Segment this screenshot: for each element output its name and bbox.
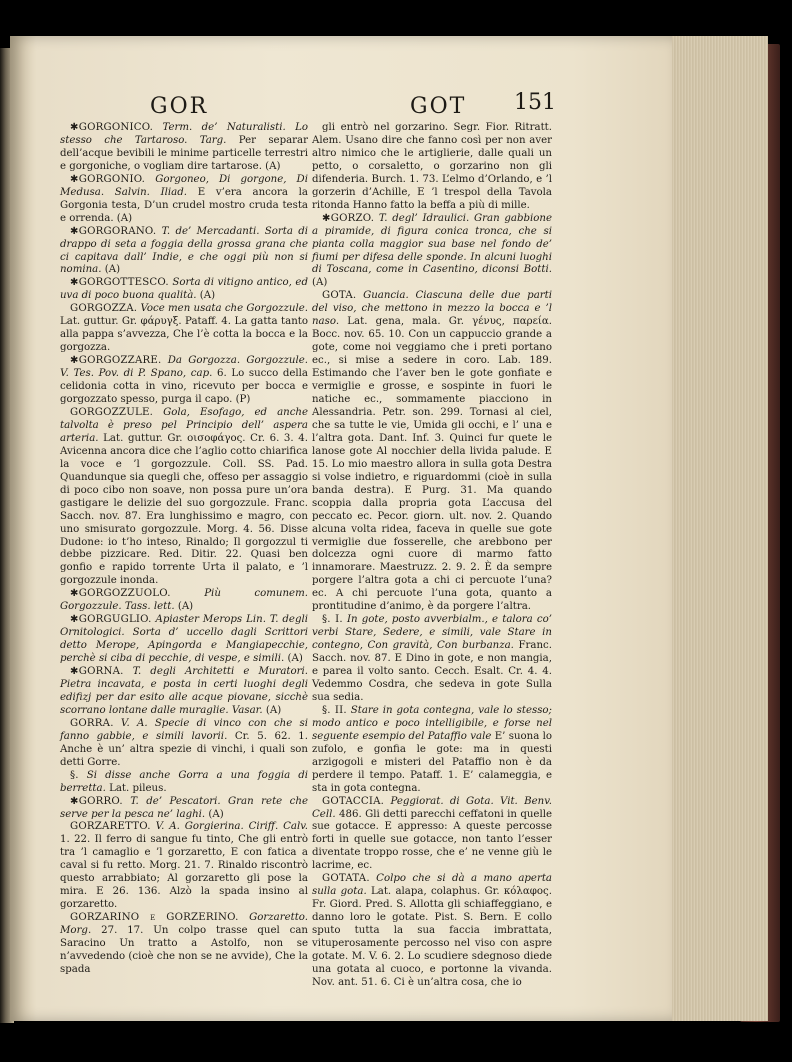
entry-headword: ✱GORGORANO. (70, 225, 157, 237)
entry-headword: GOTA. (322, 290, 357, 302)
dictionary-entry (60, 821, 308, 912)
running-head-right: GOT (410, 94, 467, 119)
entry-headword: GOTACCIA. (322, 795, 385, 807)
dictionary-entry (60, 614, 308, 666)
dictionary-entry (60, 355, 308, 407)
page-number: 151 (514, 90, 556, 115)
entry-body: E’ suona lo zufolo, e gonfia le gote: ma in questi arzigogoli e misteri del Pataffio non è da perdere il tempo. Pataff. 1. E’ calameggia, e sta in gota contegna. (312, 730, 552, 794)
entry-body: Franc. Sacch. nov. 87. E Dino in gote, e non mangia, e parea il volto santo. Cecch. Esalt. Cr. 4. 4. Vedemmo Cosdra, che sedeva in gote Sulla sua sedia. (312, 640, 552, 703)
entry-headword: GORZARETTO. (70, 821, 151, 833)
entry-definition: Sorta di vitigno antico, ed uva di poco buona qualità. (60, 277, 308, 302)
entry-body: 27. 17. Un colpo trasse quel can Saracino Un tratto a Astolfo, non se n’avvedendo (cioè che non se ne avvide), Che la spada (60, 925, 308, 975)
entry-definition: T. degli Architetti e Muratori. Pietra incavata, e posta in certi luoghi degli edifizj per dar esito alle acque piovane, sicchè scorrano lontane dalle muraglie. Vasar. (60, 666, 308, 716)
page-fore-edge (668, 36, 768, 1021)
right-column (312, 122, 552, 990)
entry-definition: T. degl’ Idraulici. Gran gabbione a piramide, di figura conica tronca, che si pianta colla maggior sua base nel fondo de’ fiumi per difesa delle sponde. In alcuni luoghi di Toscana, come in Casentino, diconsi Botti. (312, 212, 552, 276)
dictionary-entry (60, 226, 308, 278)
dictionary-entry (60, 277, 308, 303)
entry-body: 6. Lo succo della celidonia cotta in vino, ricevuto per bocca e gorgozzato spesso, purga il capo. (P) (60, 368, 308, 406)
running-head-left: GOR (150, 94, 209, 119)
entry-body: Cr. 5. 62. 1. Anche è un’ altra spezie di vinchi, i quali son detti Gorre. (60, 730, 309, 768)
entry-definition: Guancia. Ciascuna delle due parti del viso, che mettono in mezzo la bocca e ’l naso. (312, 290, 552, 328)
entry-headword: ✱GORGONIO. (70, 173, 146, 185)
dictionary-entry (312, 614, 552, 705)
dictionary-entry (60, 122, 308, 174)
entry-definition: Gola, Esofago, ed anche talvolta è preso pel Principio dell’ aspera arteria. (60, 406, 308, 444)
dictionary-entry (312, 290, 552, 614)
entry-headword: ✱GORGOZZUOLO. (70, 588, 171, 600)
entry-body: (A) (312, 277, 328, 289)
entry-body: Lat. guttur. Gr. οισοφάγος. Cr. 6. 3. 4. Avicenna ancora dice che l’aglio cotto chiarifica la voce e ’l gorgozzule. Coll. SS. Pad. Quandunque sia quegli che, offeso per assaggio di poco cibo non soave, non possa pure un’ora gastigare le delizie del suo gorgozzule. Franc. Sacch. nov. 87. Era lunghissimo e magro, con uno smisurato gorgozzule. Morg. 4. 56. Disse Dudone: io t’ho inteso, Rinaldo; Il gorgozzul ti debbe pizzicare. Red. Ditir. 22. Quasi ben gonfio e rapido torrente Urta il palato, e ’l gorgozzule inonda. (60, 432, 308, 587)
entry-headword: GORGOZZULE. (70, 406, 154, 418)
entry-headword: §. II. (322, 704, 347, 716)
entry-body: gli entrò nel gorzarino. Segr. Fior. Ritratt. Alem. Usano dire che fanno così per non aver altro nimico che le artiglierie, dalle quali un petto, o corsaletto, o gorzarino non gli difenderia. Burch. 1. 73. L’elmo d’Orlando, e ’l gorzerin d’Achille, E ’l trespol della Tavola ritonda Hanno fatto la beffa a più di mille. (312, 122, 552, 211)
entry-body: E v’era ancora la Gorgonia testa, D’un crudel mostro cruda testa e orrenda. (A) (60, 186, 308, 224)
dictionary-entry (60, 174, 308, 226)
entry-definition: Gorzaretto. Morg. (60, 912, 308, 937)
dictionary-entry (312, 213, 552, 291)
entry-headword: GOTATA. (322, 873, 370, 885)
entry-headword: ✱GORGOTTESCO. (70, 277, 169, 289)
entry-body: Per separar dell’acque bevibili le minime particelle terrestri e gorgoniche, o vogliam dire tartarose. (A) (60, 134, 308, 172)
entry-definition: Si disse anche Gorra a una foggia di berretta. (60, 769, 308, 794)
entry-definition: V. A. Gorgierina. Ciriff. Calv. (155, 821, 308, 833)
dictionary-entry (312, 705, 552, 796)
entry-body: 486. Gli detti parecchi ceffatoni in quelle sue gotacce. E appresso: A queste percosse forti in quelle sue gotacce, non tanto l’esser diventate troppo rosse, che e’ ne venne giù le lacrime, ec. (312, 808, 552, 872)
entry-definition: Da Gorgozza. Gorgozzule. V. Tes. Pov. di P. Spano, cap. (60, 355, 308, 380)
entry-definition: Apiaster Merops Lin. T. degli Ornitologici. Sorta d’ uccello dagli Scrittori detto Merope, Apingorda e Mangiapecchie, perchè si ciba di pecchie, di vespe, e simili. (60, 614, 308, 665)
left-column (60, 122, 308, 977)
entry-definition: Più comunem. Gorgozzule. Tass. lett. (60, 588, 308, 613)
entry-headword: §. (70, 769, 79, 781)
entry-body: Lat. gena, mala. Gr. γένυς, παρεία. Bocc. nov. 65. 10. Con un cappuccio grande a gote, come noi veggiamo che i preti portano ec., si mise a sedere in coro. Lab. 189. Estimando che l’aver ben le gote gonfiate e vermiglie e grosse, e sospinte in fuori le natiche ec., sommamente piacciono in Alessandria. Petr. son. 299. Tornasi al ciel, che sa tutte le vie, Umida gli occhi, e l’ una e l’altra gota. Dant. Inf. 3. Quinci fur quete le lanose gote Al nocchier della livida palude. E 15. Lo mio maestro allora in sulla gota Destra si volse indietro, e riguardommi (cioè in sulla banda destra). E Purg. 31. Ma quando scoppia dalla propria gota L’accusa del peccato ec. Pecor. giorn. ult. nov. 2. Quando alcuna volta ridea, faceva in quelle sue gote vermiglie due fosserelle, che arebbono per dolcezza ogni cuore di marmo fatto innamorare. Maestruzz. 2. 9. 2. È da sempre porgere l’altra gota a chi ci percuote l’una? ec. A chi percuote l’una gota, quanto a prontitudine d’animo, è da porgere l’altra. (312, 316, 552, 613)
dictionary-entry (312, 796, 552, 874)
entry-definition: Stare in gota contegna, vale lo stesso; modo antico e poco intelligibile, e forse nel seguente esempio del Pataffio vale (312, 704, 552, 742)
entry-body: (A) (177, 601, 194, 613)
dictionary-entry (60, 588, 308, 614)
entry-headword: ✱GORNA. (70, 666, 124, 678)
entry-definition: Term. de’ Naturalisti. Lo stesso che Tartaroso. Targ. (60, 122, 308, 146)
entry-headword: ✱GORZO. (322, 212, 375, 224)
entry-body: (A) (287, 653, 303, 665)
entry-headword: ✱GORGOZZARE. (70, 355, 162, 367)
entry-definition: T. de’ Pescatori. Gran rete che serve per la pesca ne’ laghi. (60, 795, 308, 820)
dictionary-entry (312, 873, 552, 990)
entry-headword: GORZARINO e GORZERINO. (70, 912, 239, 924)
entry-definition: Voce men usata che Gorgozzule. (140, 303, 308, 315)
entry-definition: T. de’ Mercadanti. Sorta di drappo di seta a foggia della grossa grana che ci capitava dall’ Indie, e che oggi più non si nomina. (60, 225, 308, 276)
dictionary-entry (60, 912, 308, 977)
entry-body: (A) (208, 808, 224, 820)
dictionary-entry (60, 796, 308, 822)
entry-headword: ✱GORRO. (70, 795, 123, 807)
dictionary-entry (60, 770, 308, 796)
entry-definition: Colpo che si dà a mano aperta sulla gota. (312, 873, 552, 898)
entry-body: Lat. guttur. Gr. φάρυγξ. Pataff. 4. La gatta tanto alla pappa s’avvezza, Che l’è cotta la bocca e la gorgozza. (60, 316, 308, 354)
entry-headword: GORGOZZA. (70, 303, 138, 315)
entry-definition: In gote, posto avverbialm., e talora co’ verbi Stare, Sedere, e simili, vale Stare in contegno, Con gravità, Con burbanza. (312, 614, 552, 652)
entry-body: (A) (104, 264, 121, 276)
entry-headword: ✱GORGONICO. (70, 122, 154, 133)
entry-body: Lat. alapa, colaphus. Gr. κόλαφος. Fr. Giord. Pred. S. Allotta gli schiaffeggiano, e danno loro le gotate. Pist. S. Bern. E collo sputo tutta la sua faccia imbrattata, vituperosamente percosso nel viso con aspre gotate. M. V. 6. 2. Lo scudiere sdegnoso diede una gotata al cuoco, e portonne la vivanda. Nov. ant. 51. 6. Ci è un’altra cosa, che io (312, 886, 552, 988)
entry-body: 1. 22. Il ferro di sangue fu tinto, Che gli entrò tra ’l camaglio e ’l gorzaretto, E con fatica a caval si fu retto. Morg. 21. 7. Rinaldo riscontrò questo arrabbiato; Al gorzaretto gli pose la mira. E 26. 136. Alzò la spada insino al gorzaretto. (60, 834, 308, 911)
entry-body: (A) (199, 290, 216, 302)
dictionary-entry (60, 303, 308, 355)
entry-headword: ✱GORGUGLIO. (70, 614, 152, 626)
dictionary-entry (312, 122, 552, 213)
dictionary-entry (60, 666, 308, 718)
dictionary-entry (60, 718, 308, 770)
entry-body: Lat. pileus. (109, 782, 167, 794)
entry-headword: §. I. (322, 614, 343, 626)
entry-body: (A) (265, 704, 282, 716)
entry-headword: GORRA. (70, 717, 114, 729)
entry-definition: Gorgoneo, Di gorgone, Di Medusa. Salvin. Iliad. (60, 173, 308, 198)
dictionary-entry (60, 407, 308, 588)
entry-definition: Peggiorat. di Gota. Vit. Benv. Cell. (312, 795, 552, 820)
entry-definition: V. A. Specie di vinco con che si fanno gabbie, e simili lavorii. (60, 717, 308, 742)
